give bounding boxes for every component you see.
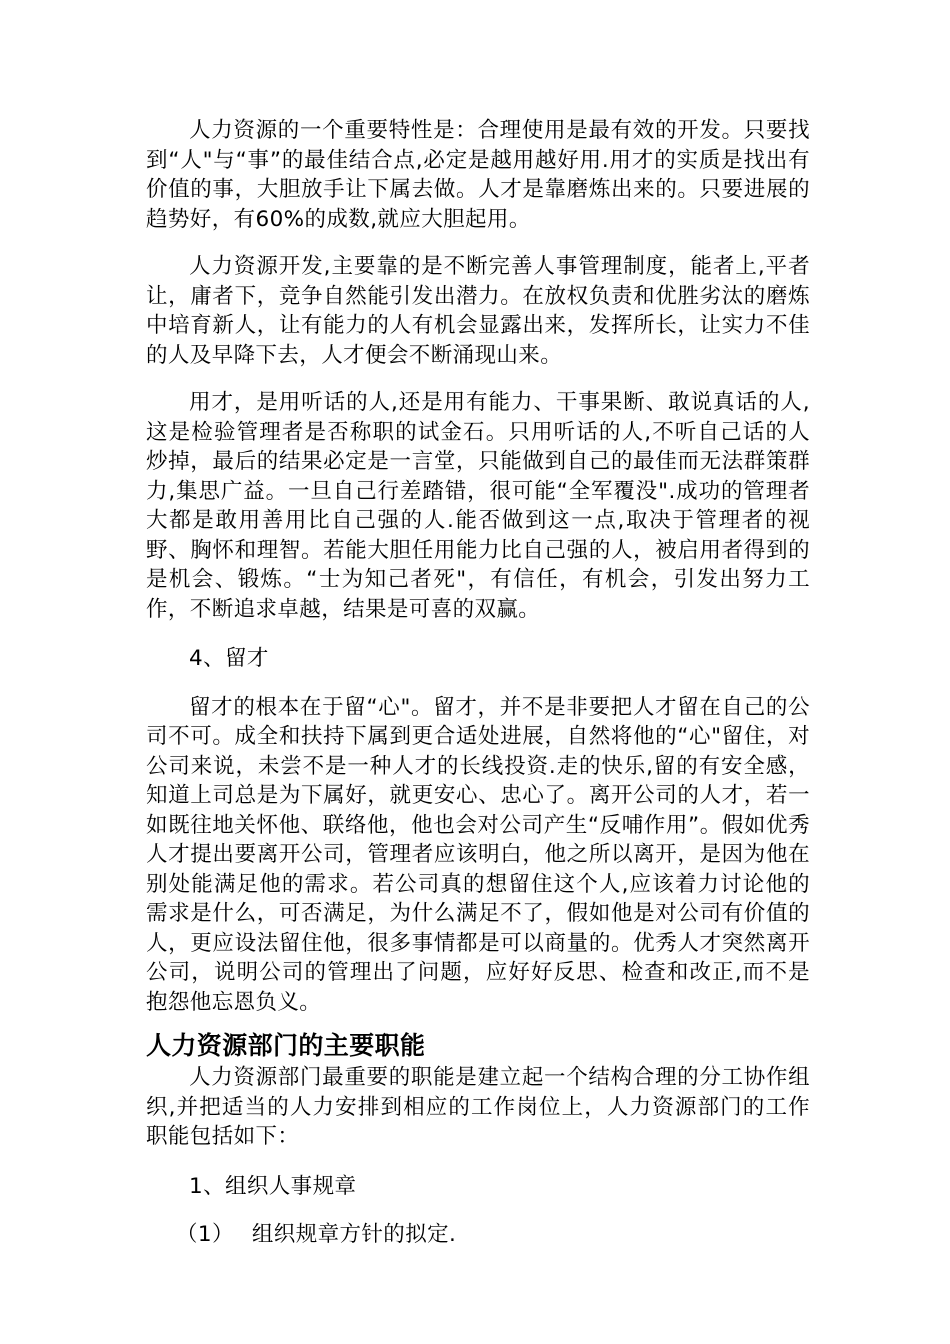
document-page [146, 116, 810, 1250]
subitem-policy-drafting [146, 1220, 810, 1250]
item-heading-org-rules: 1、组织人事规章 [189, 1173, 357, 1199]
subitem-number: （1） [176, 1222, 234, 1247]
item-heading-retain-talent: 4、留才 [189, 646, 269, 671]
section-title-hr-functions: 人力资源部门的主要职能 [146, 1031, 426, 1060]
paragraph-talent-development: 人力资源开发,主要靠的是不断完善人事管理制度，能者上,平者让，庸者下，竞争自然能引发出潜力。在放权负责和优胜劣汰的磨炼中培育新人，让有能力的人有机会显露出来，发挥所长，让实力不佳的人及早降下去，人才便会不断涌现山来。 [146, 254, 810, 368]
paragraph-hr-functions-intro: 人力资源部门最重要的职能是建立起一个结构合理的分工协作组织,并把适当的人力安排到相应的工作岗位上，人力资源部门的工作职能包括如下： [146, 1065, 810, 1149]
paragraph-retain-talent: 留才的根本在于留“心"。留才，并不是非要把人才留在自己的公司不可。成全和扶持下属到更合适处进展，自然将他的“心"留住，对公司来说，未尝不是一种人才的长线投资.走的快乐,留的有安全感，知道上司总是为下属好，就更安心、忠心了。离开公司的人才，若一如既往地关怀他、联络他，他也会对公司产生“反哺作用”。假如优秀人才提出要离开公司，管理者应该明白，他之所以离开，是因为他在别处能满足他的需求。若公司真的想留住这个人,应该着力讨论他的需求是什么，可否满足，为什么满足不了，假如他是对公司有价值的人，更应设法留住他，很多事情都是可以商量的。优秀人才突然离开公司，说明公司的管理出了问题，应好好反思、检查和改正,而不是抱怨他忘恩负义。 [146, 694, 810, 1015]
subitem-text: 组织规章方针的拟定. [251, 1222, 457, 1247]
paragraph-using-talent: 用才，是用听话的人,还是用有能力、干事果断、敢说真话的人,这是检验管理者是否称职的试金石。只用听话的人,不听自己话的人炒掉，最后的结果必定是一言堂，只能做到自己的最佳而无法群策群力,集思广益。一旦自己行差踏错，很可能“全军覆没".成功的管理者大都是敢用善用比自己强的人.能否做到这一点,取决于管理者的视野、胸怀和理智。若能大胆任用能力比自己强的人，被启用者得到的是机会、锻炼。“士为知己者死"，有信任，有机会，引发出努力工作，不断追求卓越，结果是可喜的双赢。 [146, 390, 810, 622]
paragraph-talent-usage: 人力资源的一个重要特性是：合理使用是最有效的开发。只要找到“人"与“事”的最佳结合点,必定是越用越好用.用才的实质是找出有价值的事，大胆放手让下属去做。人才是靠磨炼出来的。只要进展的趋势好，有60%的成数,就应大胆起用。 [146, 118, 810, 232]
